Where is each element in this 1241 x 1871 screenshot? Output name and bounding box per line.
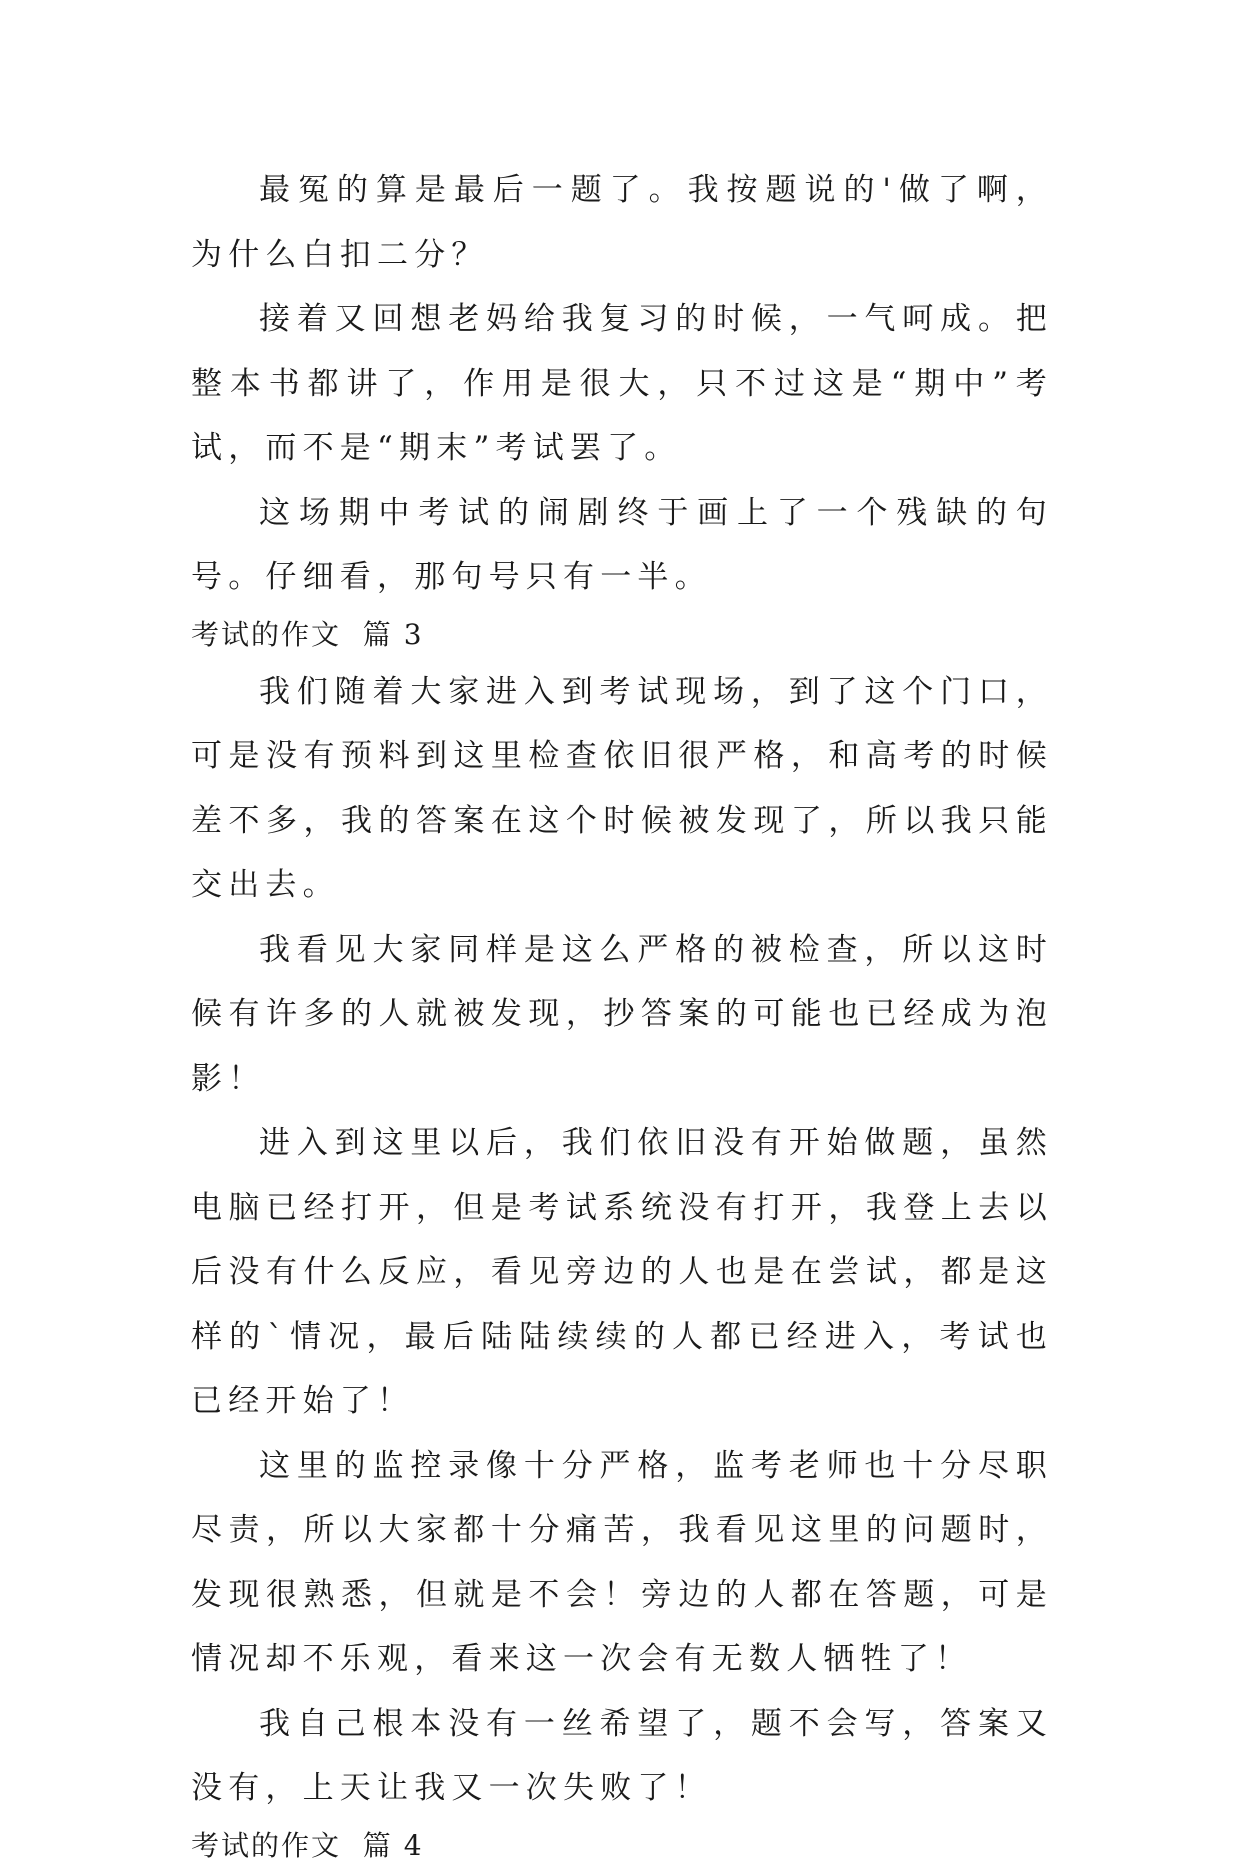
paragraph: 这里的监控录像十分严格，监考老师也十分尽职尽责，所以大家都十分痛苦，我看见这里的问题时，发现很熟悉，但就是不会！旁边的人都在答题，可是情况却不乐观，看来这一次会有无数人牺牲了！ (191, 1447, 1053, 1677)
paragraph: 我看见大家同样是这么严格的被检查，所以这时候有许多的人就被发现，抄答案的可能也已经成为泡影！ (191, 931, 1053, 1097)
section-heading: 考试的作文 篇 4 (191, 1828, 424, 1862)
paragraph: 最冤的算是最后一题了。我按题说的'做了啊，为什么白扣二分？ (191, 172, 1053, 273)
document-body (191, 158, 1053, 1871)
paragraph: 进入到这里以后，我们依旧没有开始做题，虽然电脑已经打开，但是考试系统没有打开，我登上去以后没有什么反应，看见旁边的人也是在尝试，都是这样的`情况，最后陆陆续续的人都已经进入，考试也已经开始了！ (191, 1125, 1053, 1419)
paragraph: 我自己根本没有一丝希望了，题不会写，答案又没有，上天让我又一次失败了！ (191, 1705, 1053, 1806)
paragraph: 我们随着大家进入到考试现场，到了这个门口，可是没有预料到这里检查依旧很严格，和高考的时候差不多，我的答案在这个时候被发现了，所以我只能交出去。 (191, 673, 1053, 903)
paragraph: 接着又回想老妈给我复习的时候，一气呵成。把整本书都讲了，作用是很大，只不过这是“期中”考试，而不是“期末”考试罢了。 (191, 301, 1053, 466)
section-heading: 考试的作文 篇 3 (191, 617, 424, 651)
paragraph: 这场期中考试的闹剧终于画上了一个残缺的句号。仔细看，那句号只有一半。 (191, 494, 1053, 595)
